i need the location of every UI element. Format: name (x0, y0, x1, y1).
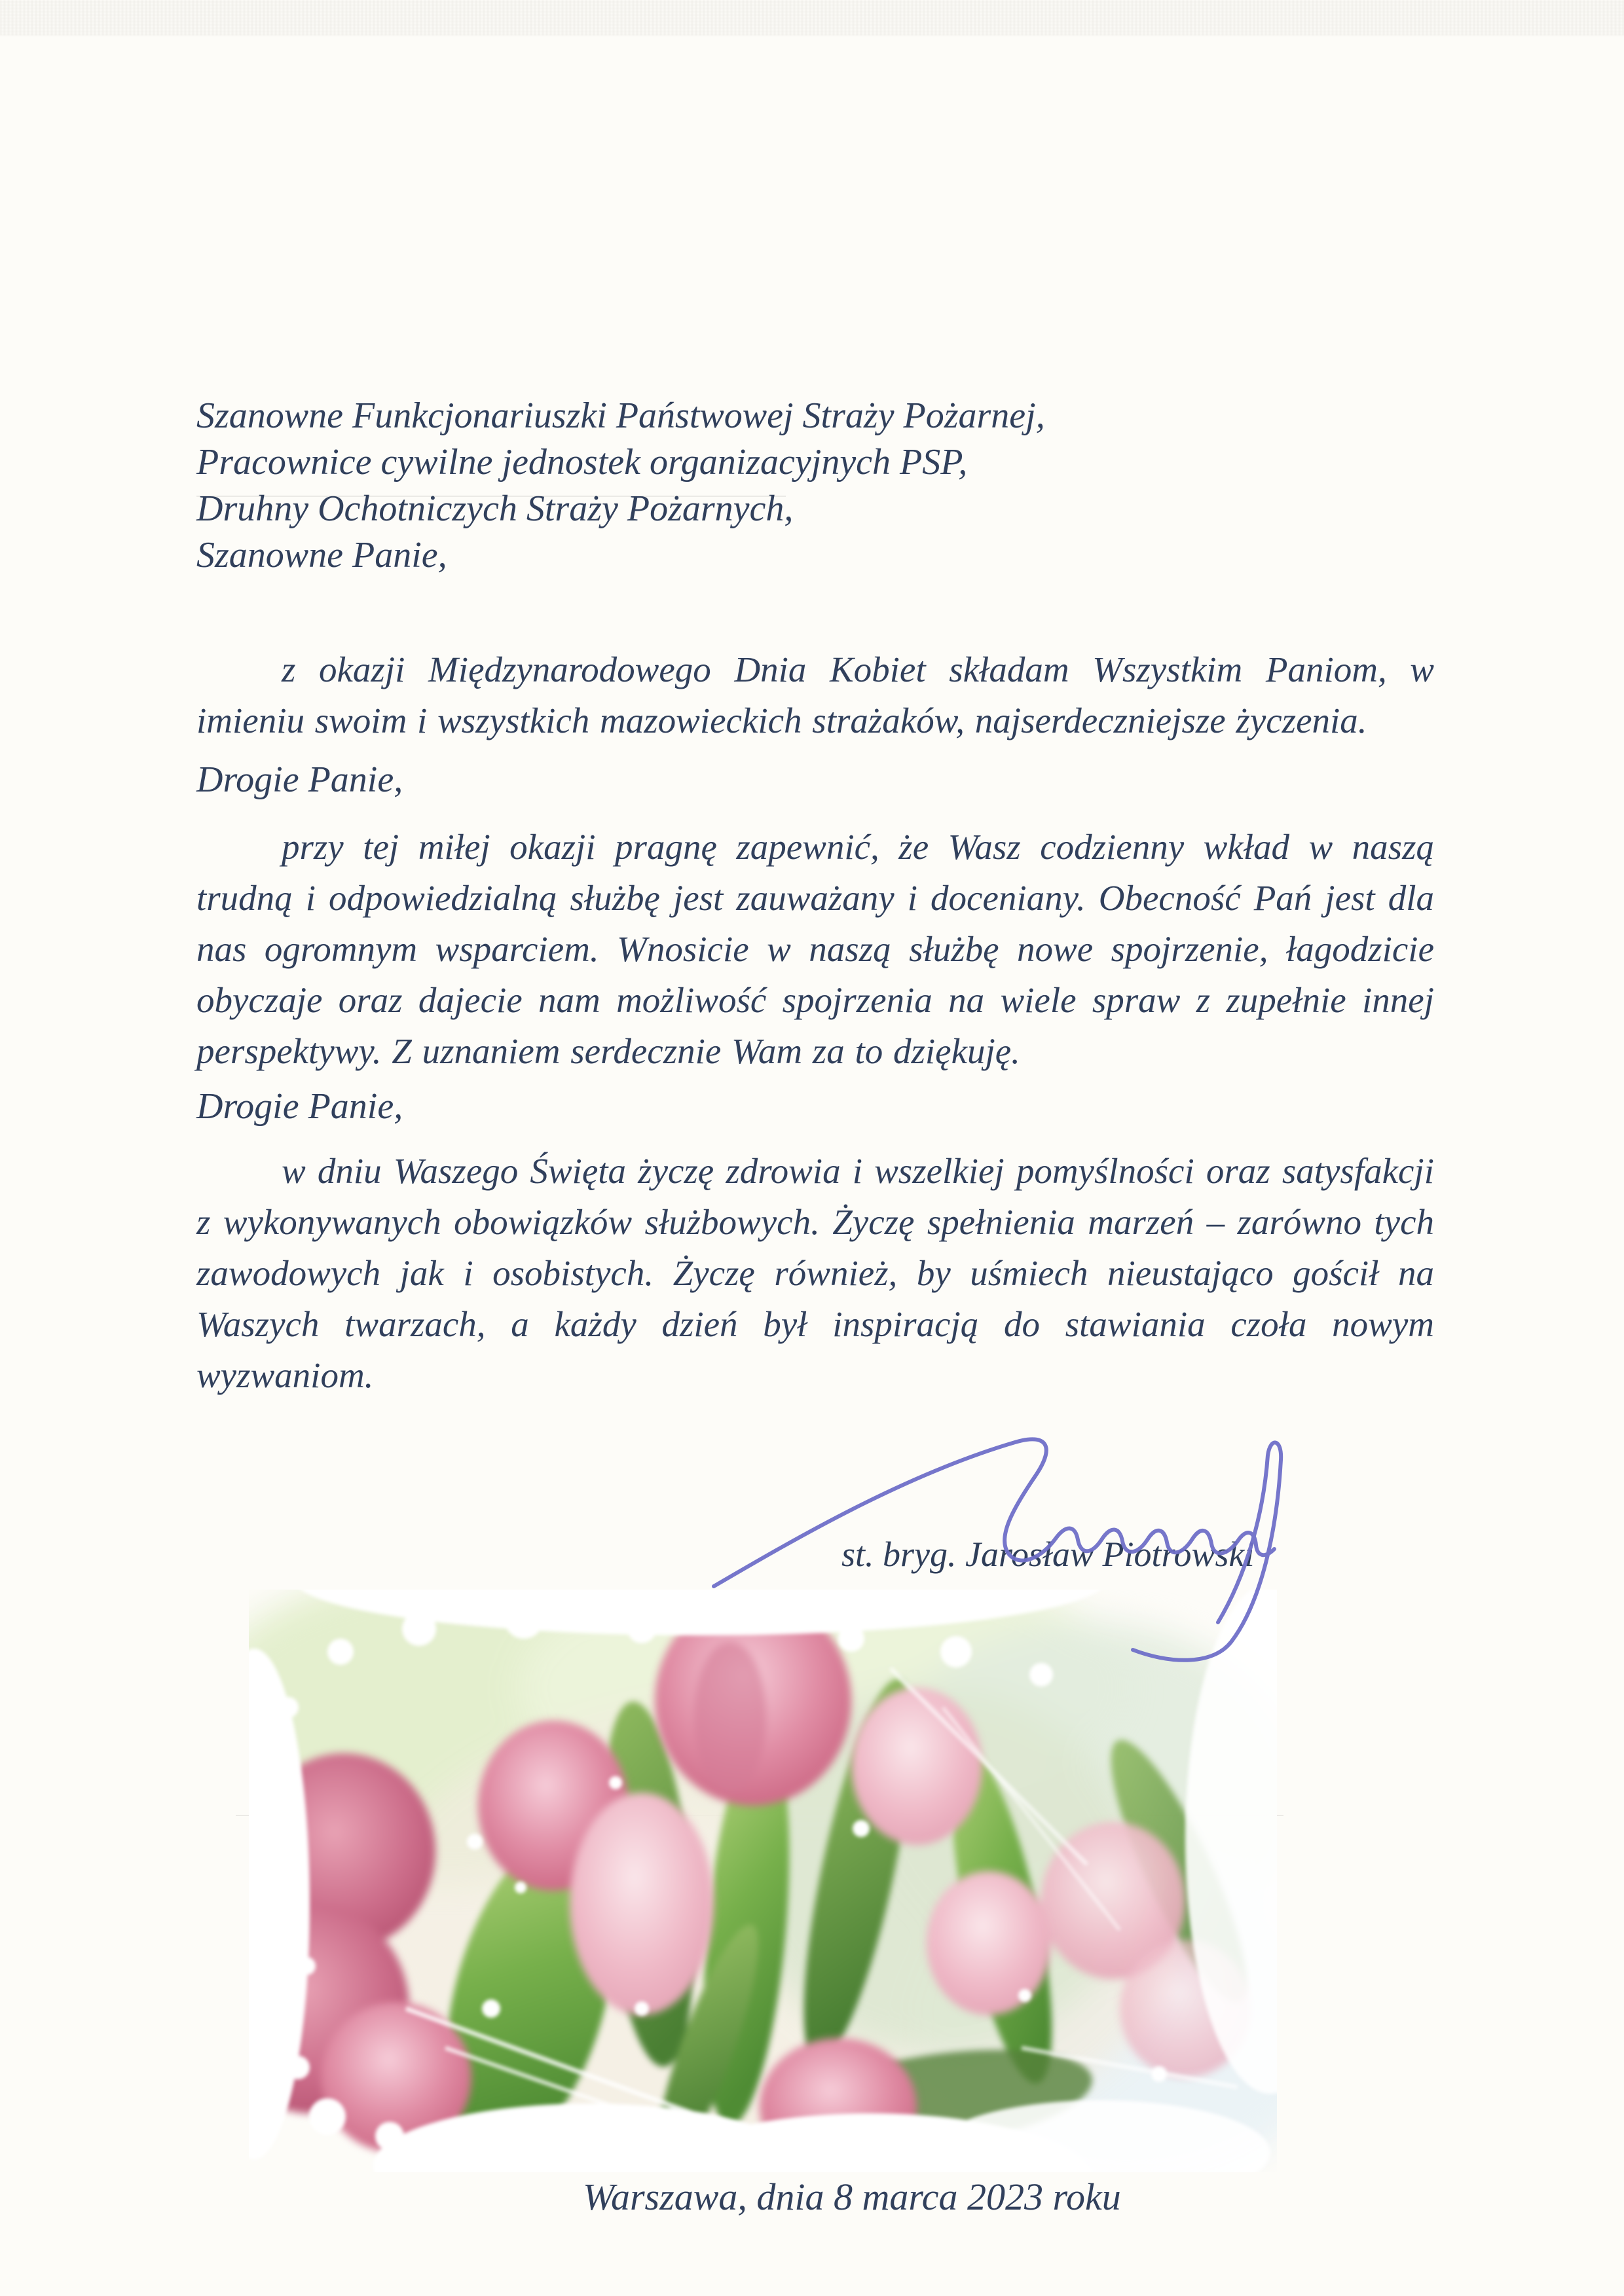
salutation-line: Pracownice cywilne jednostek organizacyjnych PSP, (196, 442, 968, 483)
salutation-line: Szanowne Panie, (196, 535, 447, 575)
signature-block (196, 1419, 1434, 1590)
date-line: Warszawa, dnia 8 marca 2023 roku (583, 2176, 1121, 2218)
body-paragraph-wishes: w dniu Waszego Święta życzę zdrowia i wszelkiej pomyślności oraz satysfakcji z wykonywanych obowiązków służbowych. Życzę spełnienia marzeń – zarówno tych zawodowych jak i osobistych. Życzę również, by uśmiech nieustająco gościł na Waszych twarzach, a każdy dzień był inspiracją do stawiania czoła nowym wyzwaniom. (196, 1151, 1434, 1395)
signature-stroke (714, 1439, 1056, 1586)
salutation-block (196, 0, 1434, 579)
salutation-drogie-panie-2: Drogie Panie, (196, 1086, 403, 1127)
opening-paragraph: z okazji Międzynarodowego Dnia Kobiet składam Wszystkim Paniom, w imieniu swoim i wszystkich mazowieckich strażaków, najserdeczniejsze życzenia. (196, 649, 1434, 740)
salutation-line: Szanowne Funkcjonariuszki Państwowej Straży Pożarnej, (196, 395, 1045, 436)
signature-name: st. bryg. Jarosław Piotrowski (841, 1535, 1255, 1574)
salutation-line: Druhny Ochotniczych Straży Pożarnych, (196, 488, 794, 529)
signature-stroke (1056, 1528, 1274, 1555)
body-paragraph-appreciation: przy tej miłej okazji pragnę zapewnić, że Wasz codzienny wkład w naszą trudną i odpowiedzialną służbę jest zauważany i doceniany. Obecność Pań jest dla nas ogromnym wsparciem. Wnosicie w naszą służbę nowe spojrzenie, łagodzicie obyczaje oraz dajecie nam możliwość spojrzenia na wiele spraw z zupełnie innej perspektywy. Z uznaniem serdecznie Wam za to dziękuję. (196, 827, 1434, 1071)
handwritten-signature-ink (694, 1419, 1349, 1681)
salutation-drogie-panie-1: Drogie Panie, (196, 759, 403, 800)
